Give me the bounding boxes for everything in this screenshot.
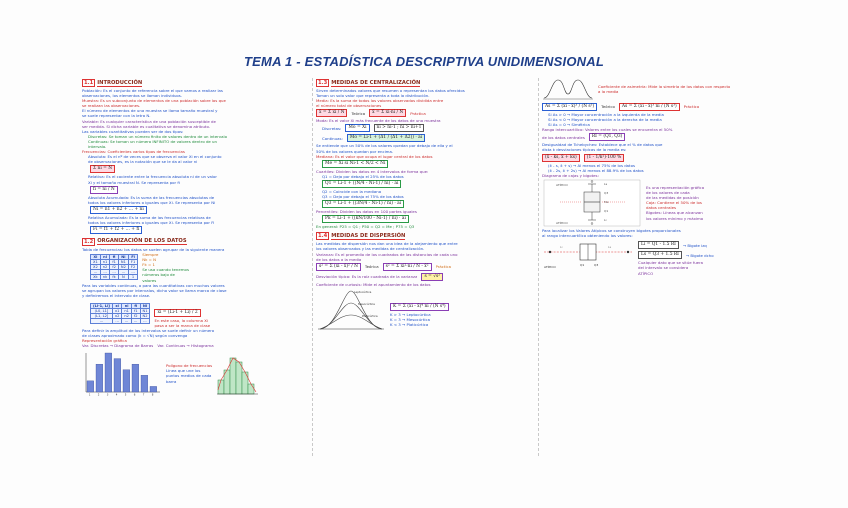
text-line: Continuas: Se toman un número INFINITO de valores dentro de un (88, 138, 217, 144)
curve-label: Mesocúrtica (358, 301, 375, 306)
text-line: (x̄ - s, x̄ + s) → Al menos el 75% de los datos (548, 162, 635, 168)
column-divider (312, 78, 313, 456)
tick-label: 3 (106, 393, 109, 397)
formula-box: Σ ni = N (90, 165, 115, 173)
formula-tag: Práctica (435, 264, 452, 270)
text-line: Discretas: Se toman un número finito de valores dentro de un intervalo (88, 133, 227, 139)
chart-label: Polígono de frecuencias (166, 363, 213, 369)
box-note: de los valores de cada (646, 190, 690, 196)
table-header-cell: fi (131, 303, 140, 308)
table-cell: n2 (100, 265, 110, 270)
side-note: Siempre (142, 252, 159, 258)
formula-tag: Teórica (364, 264, 379, 270)
table-row (91, 260, 138, 265)
table-cell: ... (100, 270, 110, 275)
text-line: (x̄ - 2s, x̄ + 2s) → Al menos el 88.9% de los datos (548, 167, 644, 173)
text-line: se agrupan los valores por intervalos, dicho valor se llama marca de clase (82, 287, 227, 293)
text-line: observaciones, los elementos se llaman individuos. (82, 93, 183, 99)
formula-box: x̄ = Σ xi / N (316, 109, 347, 117)
table-cell: N (118, 275, 128, 280)
box-label: Ls (604, 181, 608, 186)
box-note: Caja: Contiene el 50% de los (646, 200, 702, 206)
column-1 (82, 76, 310, 456)
text-line: Cuartiles: Dividen los datos en 4 intervalos de forma que: (316, 168, 429, 174)
side-note: pasa a ser la marca de clase (154, 323, 211, 328)
text-line: Mediana: Es el valor que ocupa el lugar central de los datos (316, 153, 433, 159)
table-cell: N1 (118, 260, 128, 265)
text-line: Relativa: Es el cociente entre la frecuencia absoluta ni de un valor (88, 174, 217, 180)
table-cell: N2 (118, 265, 128, 270)
text-line: Coeficiente de curtosis: Mide el apuntamiento de los datos (316, 281, 431, 287)
table-row (91, 265, 138, 270)
chart-note: Línea que une los (166, 368, 201, 374)
atypical-label: ATÍPICO (544, 265, 556, 270)
table-cell: ... (112, 318, 121, 323)
bar (87, 381, 94, 392)
table-cell: nk (100, 275, 110, 280)
table-cell: ... (110, 270, 119, 275)
formula-box: Ni = n1 + n2 + ... + ni (90, 206, 147, 214)
formula-box: ni > ni-1 ; ni > ni+1 (374, 124, 425, 132)
text-line: Representación gráfica (82, 338, 127, 344)
formula-box: (x̄ - ks, x̄ + ks) (542, 154, 580, 162)
section-number: 1.2 (84, 238, 94, 245)
text-line: Frecuencias: Coeficientes varios tipos de frecuencias (82, 149, 185, 155)
formula-tag: Práctica (410, 110, 426, 116)
text-line: al rango intercuartílico obteniendo los valores: (542, 232, 633, 238)
kurtosis-rule: K = 3 → Mesocúrtica (390, 317, 430, 323)
formula-box: Q1 = Li-1 + ((N/4 - Ni-1) / ni) · ai (322, 180, 401, 188)
table-cell: ... (91, 318, 113, 323)
tick-label: 2 (97, 393, 100, 397)
text-line: Var. Discretas → Diagrama de Barras (82, 343, 154, 349)
table-header-cell: Fi (128, 255, 137, 260)
table-cell: f2 (110, 265, 119, 270)
text-line: Moda: Es el valor Xi más frecuente de los datos de una muestra (316, 118, 441, 124)
text-line: Absoluta Acumulada: Es la suma de las frecuencias absolutas de (88, 194, 215, 200)
tick-label: 1 (88, 393, 91, 397)
formula-box: (1 - 1/k²)·100 % (584, 154, 625, 162)
asymmetry-curve (542, 76, 594, 102)
section-number: 1.4 (318, 233, 328, 240)
bar (150, 387, 157, 393)
text-line: Continuas: (322, 135, 343, 141)
table-header-cell: ni (100, 255, 110, 260)
formula-box: Pk = Li-1 + ((kN/100 - Ni-1) / ni) · ai (322, 215, 409, 223)
section-header (82, 238, 310, 246)
formula-box: Me = Xi si Ni-1 < N/2 < Ni (322, 160, 388, 168)
formula-box: Mo = Li-1 + (Δ1 / (Δ1 + Δ2)) · ai (347, 134, 425, 142)
side-note: Nk = N (142, 257, 157, 263)
table-cell: Xk (91, 275, 101, 280)
table-cell: F1 (128, 260, 137, 265)
column-divider (538, 78, 539, 456)
text-line: Se entiende que un 50% de los valores quedan por debajo de ella y el (316, 143, 453, 149)
text-line: 50% de los valores quedan por encima. (316, 148, 394, 154)
page-title: TEMA 1 - ESTADÍSTICA DESCRIPTIVA UNIDIMENSIONAL (244, 54, 604, 69)
formula-tag: Práctico (683, 104, 700, 110)
text-line: del intervalo se considera (638, 265, 689, 271)
quartile-label: Q3 (594, 263, 599, 268)
table-cell: ... (91, 270, 101, 275)
section-title: INTRODUCCIÓN (97, 79, 143, 86)
table-cell: (L0, L1] (91, 308, 113, 313)
atypical-diagram (542, 238, 634, 278)
tick-label: 7 (142, 393, 145, 397)
tick-label: 8 (151, 393, 154, 397)
table-cell: x2 (112, 313, 121, 318)
bar (96, 365, 103, 393)
box-note: Es una representación gráfica (646, 185, 705, 191)
section-number: 1.1 (84, 80, 94, 86)
text-line: Muestra: Es un subconjunto de elementos de una población sobre los que (82, 98, 226, 104)
box-label: ATÍPICO (556, 182, 568, 187)
table-row (91, 318, 150, 323)
side-note: números bajo de (142, 272, 175, 278)
table-header-cell: Ni (140, 303, 150, 308)
text-line: dista k desviaciones típicas de la media es: (542, 147, 627, 153)
bar-chart (82, 350, 162, 396)
curve-label: Platicúrtica (362, 313, 378, 318)
box-label: Me (604, 199, 609, 204)
table-cell: ... (128, 270, 137, 275)
text-line: Xi y el tamaño muestral N. Se representa por fi (88, 179, 180, 185)
text-line: todos los valores inferiores o iguales que Xi. Se representa por Ni (88, 199, 216, 205)
text-line: Percentiles: Dividen los datos en 100 partes iguales (316, 209, 417, 215)
bar (105, 353, 112, 392)
table-cell: N2 (140, 313, 150, 318)
text-line: Absoluta: Es el nº de veces que se observa el valor Xi en el conjunto (88, 154, 222, 160)
text-line: de observaciones, es la notación que se le da al valor ni (88, 159, 198, 165)
column-2 (316, 76, 536, 456)
formula-box: Q3 = Li-1 + ((3N/4 - Ni-1) / ni) · ai (322, 200, 404, 208)
table-cell: N1 (140, 308, 150, 313)
text-line: Media: Es la suma de todos los valores observados dividida entre (316, 98, 444, 104)
text-line: el número total de observaciones (316, 103, 382, 109)
table-header-cell: ni (122, 303, 132, 308)
table-cell: F2 (128, 265, 137, 270)
text-line: Para las variables continuas, o para las cuantitativas con muchos valores (82, 282, 225, 288)
formula-box: RI = (Q1, Q3) (589, 133, 626, 141)
table-header-cell: Ni (118, 255, 128, 260)
chart-note: puntos medios de cada (166, 373, 212, 379)
asymmetry-rule: Si As < 0 → Mayor concentración a la derecha de la media (548, 117, 662, 123)
text-line: Desigualdad de Tchebychev: Establece que el % de datos que (542, 142, 663, 148)
asymmetry-rule: Si As = 0 → Simétrica (548, 122, 590, 128)
limit-label: Li (560, 245, 563, 250)
text-line: Coeficiente de asimetría: Mide la simetría de los datos con respecto (598, 83, 731, 89)
formula-tag: Teórico (601, 104, 615, 110)
text-line: Tabla de frecuencias: los datos se suelen agrupar de la siguiente manera (82, 246, 225, 252)
bar (114, 359, 121, 392)
table-cell: X1 (91, 260, 101, 265)
text-line: los valores observados y las medidas de centralización. (316, 246, 425, 252)
formula-box: As = Σ (xi - x̄)³ ni / (N s³) (619, 103, 680, 111)
bar (141, 376, 148, 393)
text-line: intervalo. (88, 144, 107, 150)
text-line: y definiremos el intervalo de clase. (82, 292, 151, 298)
formula-box: Ls = Q3 + 1.5 RI (638, 251, 682, 259)
side-note: En este caso, la columna Xi (154, 317, 209, 323)
formula-box: K = Σ (xi - x̄)⁴ ni / (N s⁴) (390, 303, 449, 311)
formula-box: fi = ni / N (90, 186, 118, 194)
formula-box: Li = Q1 - 1.5 RI (638, 241, 679, 249)
tick-label: 4 (115, 393, 118, 397)
section-header (316, 232, 536, 240)
table-header-cell: Xi (91, 255, 101, 260)
text-line: Las medidas de dispersión nos dan una idea de la alejamiento que entre (316, 241, 458, 247)
box-label: ATÍPICO (556, 220, 568, 225)
frequency-table (90, 254, 138, 280)
kurtosis-rule: K > 3 → Leptocúrtica (390, 312, 431, 318)
text-line: Discretas: (322, 125, 342, 131)
bar (132, 365, 139, 393)
curve-label: Leptocúrtica (354, 289, 372, 294)
chart-note: barra (166, 378, 177, 384)
text-line: de clases aproximado como (k = √N) según convenga (82, 333, 188, 339)
table-cell: n1 (100, 260, 110, 265)
text-line: Diagrama de cajas y bigotes: (542, 172, 599, 178)
table-cell: n1 (122, 308, 132, 313)
text-line: Toman un solo valor que representa a toda la distribución. (316, 93, 430, 99)
text-line: se suele representar con la letra N. (82, 113, 151, 119)
formula-box: Mo = Xi (345, 124, 369, 132)
table-header-cell: (Li-1, Li] (91, 303, 113, 308)
table-cell: f1 (110, 260, 119, 265)
formula-tag: → Bigote izq (682, 242, 707, 248)
box-note: los valores mínimo y máximo (646, 215, 704, 221)
box-note: Bigotes: Líneas que alcanzan (646, 210, 703, 216)
text-line: Desviación típica: Es la raíz cuadrada de la varianza (316, 274, 418, 280)
text-line: Varianza: Es el promedio de los cuadrados de las distancias de cada uno (316, 251, 458, 257)
text-line: de los datos a la media (316, 256, 362, 262)
formula-box: Fi = f1 + f2 + ... + fi (90, 226, 142, 234)
limit-label: Ls (608, 245, 612, 250)
text-line: Q1 = Deja por debajo el 25% de los datos (322, 173, 404, 179)
text-line: Relativa Acumulada: Es la suma de las frecuencias relativas de (88, 214, 211, 220)
tick-label: 6 (133, 393, 136, 397)
table-row (91, 275, 138, 280)
text-line: Para definir la amplitud de los intervalos se suele definir un número (82, 328, 215, 334)
table-cell: 1 (128, 275, 137, 280)
text-line: ATÍPICO (638, 270, 654, 276)
text-line: Variable: Es cualquier característica de una población susceptible de (82, 118, 216, 124)
box-note: de las medidas de posición (646, 195, 699, 201)
interval-table (90, 303, 150, 324)
formula-box: xi = (Li-1 + Li) / 2 (154, 309, 200, 317)
table-header-cell: xi (112, 303, 121, 308)
formula-box: s = √s² (421, 273, 443, 281)
table-cell: x1 (112, 308, 121, 313)
table-cell: ... (131, 318, 140, 323)
text-line: se realizan las observaciones. (82, 103, 141, 109)
text-line: Para localizar los Valores Atípicos se construyen bigotes proporcionales (542, 227, 681, 233)
text-line: Var. Continuas → Histograma (157, 343, 214, 349)
side-note: Fk = 1 (142, 262, 155, 268)
table-cell: ... (140, 318, 150, 323)
text-line: Cualquier dato que se sitúe fuera (638, 260, 704, 266)
formula-box: x̄ = Σ xi·ni / N (369, 109, 406, 117)
quartile-label: Q1 (580, 263, 585, 268)
box-plot-diagram (542, 178, 642, 228)
box-label: Q1 (604, 208, 609, 213)
formula-tag: Teórica (351, 110, 366, 116)
section-title: MEDIDAS DE CENTRALIZACIÓN (331, 79, 421, 86)
formula-box: s² = Σ xi²·ni / N - x̄² (383, 263, 432, 271)
text-line: Sirven determinados valores que resumen o representan los datos ofrecidos (316, 88, 465, 93)
formula-box: s² = Σ (xi - x̄)² / N (316, 263, 361, 271)
section-header (316, 79, 536, 87)
kurtosis-rule: K < 3 → Platicúrtica (390, 322, 429, 328)
formula-box: As = Σ (xi - x̄)³ / (N s³) (542, 103, 597, 111)
side-note: valores (142, 277, 157, 283)
formula-tag: → Bigote dcho (685, 252, 714, 258)
column-3 (542, 76, 770, 456)
text-line: todos los valores inferiores o iguales que Xi. Se representa por Fi (88, 219, 215, 225)
table-cell: n2 (122, 313, 132, 318)
side-note: Se usa cuando tenemos (142, 267, 189, 273)
section-title: MEDIDAS DE DISPERSIÓN (331, 232, 406, 239)
text-line: Población: Es el conjunto de referencia sobre el que vamos a realizar las (82, 88, 223, 93)
table-cell: ... (118, 270, 128, 275)
box-label: Q3 (604, 190, 609, 195)
table-cell: ... (122, 318, 132, 323)
kurtosis-curves (316, 287, 386, 333)
text-line: El número de elementos de una muestra se llama tamaño muestral y (82, 108, 218, 114)
bar (123, 370, 130, 392)
box-label: Li (604, 217, 607, 222)
table-header-cell: fi (110, 255, 119, 260)
table-cell: f1 (131, 308, 140, 313)
section-header (82, 79, 310, 87)
histogram-chart (216, 350, 260, 396)
tick-label: 5 (124, 393, 127, 397)
section-number: 1.3 (318, 80, 328, 86)
table-cell: X2 (91, 265, 101, 270)
table-cell: fk (110, 275, 119, 280)
table-cell: (L1, L2] (91, 313, 113, 318)
asymmetry-rule: Si As > 0 → Mayor concentración a la izquierda de la media (548, 112, 664, 117)
text-line: ser medida. Si dicha variable es cualitativa se denomina atributo. (82, 123, 210, 129)
text-line: Q2 = Coincide con la mediana (322, 188, 382, 194)
text-line: a la media (598, 89, 619, 94)
box-note: datos centrales (646, 205, 677, 211)
text-line: En general: P25 = Q1 ; P50 = Q2 = Me ; P75 = Q3 (316, 224, 415, 230)
text-line: Q3 = Deja por debajo el 75% de los datos (322, 194, 404, 200)
section-title: ORGANIZACIÓN DE LOS DATOS (97, 238, 187, 245)
text-line: Las variables cuantitativas pueden ser de dos tipos: (82, 128, 184, 134)
text-line: Rango intercuartílico: Valores entre los cuales se encuentra el 50% (542, 127, 673, 133)
table-cell: f2 (131, 313, 140, 318)
text-line: de los datos centrales (542, 134, 585, 140)
